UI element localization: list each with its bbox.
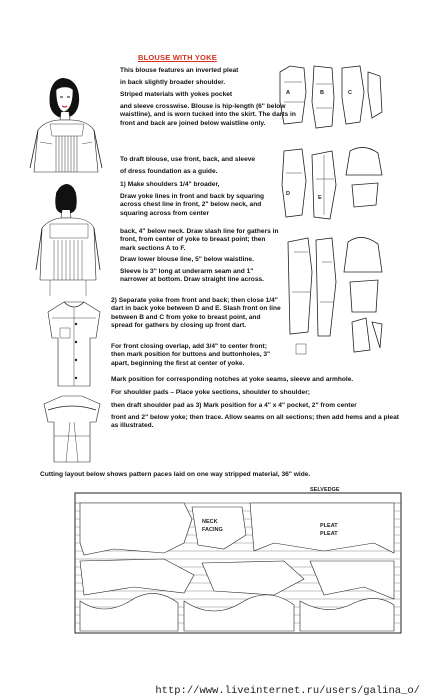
blouse-back-illustration	[36, 180, 116, 300]
closing-paragraph: For front closing overlap, add 3/4" to center front; then mark position for buttons and buttonholes, 3" apart, beginning the first at center of yoke.	[111, 343, 271, 367]
pocket-line: then draft shoulder pad as 3) Mark position for a 4" x 4" pocket, 2" from center	[111, 402, 357, 409]
pattern-draft-diagram-1	[276, 62, 386, 142]
intro-line-1: This blouse features an inverted pleat	[120, 67, 239, 74]
blouse-back-flat-sketch	[40, 392, 106, 464]
step-2-paragraph: 2) Separate yoke from front and back; then close 1/4" dart in back yoke between D and E. Slash front on line between B and C from yoke to breast point, and spread for gathers by closing up front dart.	[111, 297, 281, 330]
svg-text:A: A	[286, 90, 290, 96]
slash-line-paragraph: back, 4" below neck. Draw slash line for gathers in front, from center of yoke to breast point; then mark sections A to F.	[120, 228, 279, 252]
svg-text:D: D	[286, 191, 290, 197]
pleat-label-2: PLEAT	[320, 531, 338, 537]
sleeve-paragraph: Sleeve is 3" long at underarm seam and 1" narrower at bottom. Draw straight line across.	[120, 268, 264, 284]
notches-line: Mark position for corresponding notches at yoke seams, sleeve and armhole.	[111, 376, 354, 383]
shoulder-pads-line: For shoulder pads – Place yoke sections, shoulder to shoulder;	[111, 389, 310, 396]
pattern-draft-diagram-2	[280, 145, 390, 225]
blouse-front-illustration	[28, 72, 118, 182]
yoke-lines-paragraph: Draw yoke lines in front and back by squaring across chest line in front, 2" below neck, and squaring across from center	[120, 193, 264, 217]
intro-line-3: Striped materials with yokes pocket	[120, 91, 233, 98]
svg-text:C: C	[348, 90, 352, 96]
footer-url[interactable]: http://www.liveinternet.ru/users/galina_o/	[155, 685, 420, 697]
svg-text:B: B	[320, 90, 324, 96]
draft-line-1: To draft blouse, use front, back, and sleeve	[120, 156, 256, 163]
pattern-pieces-diagram	[282, 232, 392, 362]
trace-paragraph: front and 2" below yoke; then trace. Allow seams on all sections; then add hems and a pleat as illustrated.	[111, 414, 399, 430]
step-1: 1) Make shoulders 1/4" broader,	[120, 181, 220, 188]
neck-label: NECK	[202, 519, 218, 525]
intro-paragraph: and sleeve crosswise. Blouse is hip-length (6" below waistline), and is worn tucked into the skirt. The darts in front and back are joined below waistline only.	[120, 103, 296, 127]
draft-line-2: of dress foundation as a guide.	[120, 168, 218, 175]
page-title: BLOUSE WITH YOKE	[138, 53, 217, 62]
lower-line-paragraph: Draw lower blouse line, 5" below waistline.	[120, 256, 254, 263]
cutting-layout-diagram[interactable]	[74, 483, 404, 635]
selvedge-label: SELVEDGE	[310, 487, 340, 493]
cutting-layout-caption: Cutting layout below shows pattern paces laid on one way stripped material, 36" wide.	[40, 471, 311, 478]
blouse-front-flat-sketch	[44, 298, 104, 390]
svg-text:E: E	[318, 195, 322, 201]
facing-label: FACING	[202, 527, 223, 533]
intro-line-2: in back slightly broader shoulder.	[120, 79, 226, 86]
pleat-label-1: PLEAT	[320, 523, 338, 529]
